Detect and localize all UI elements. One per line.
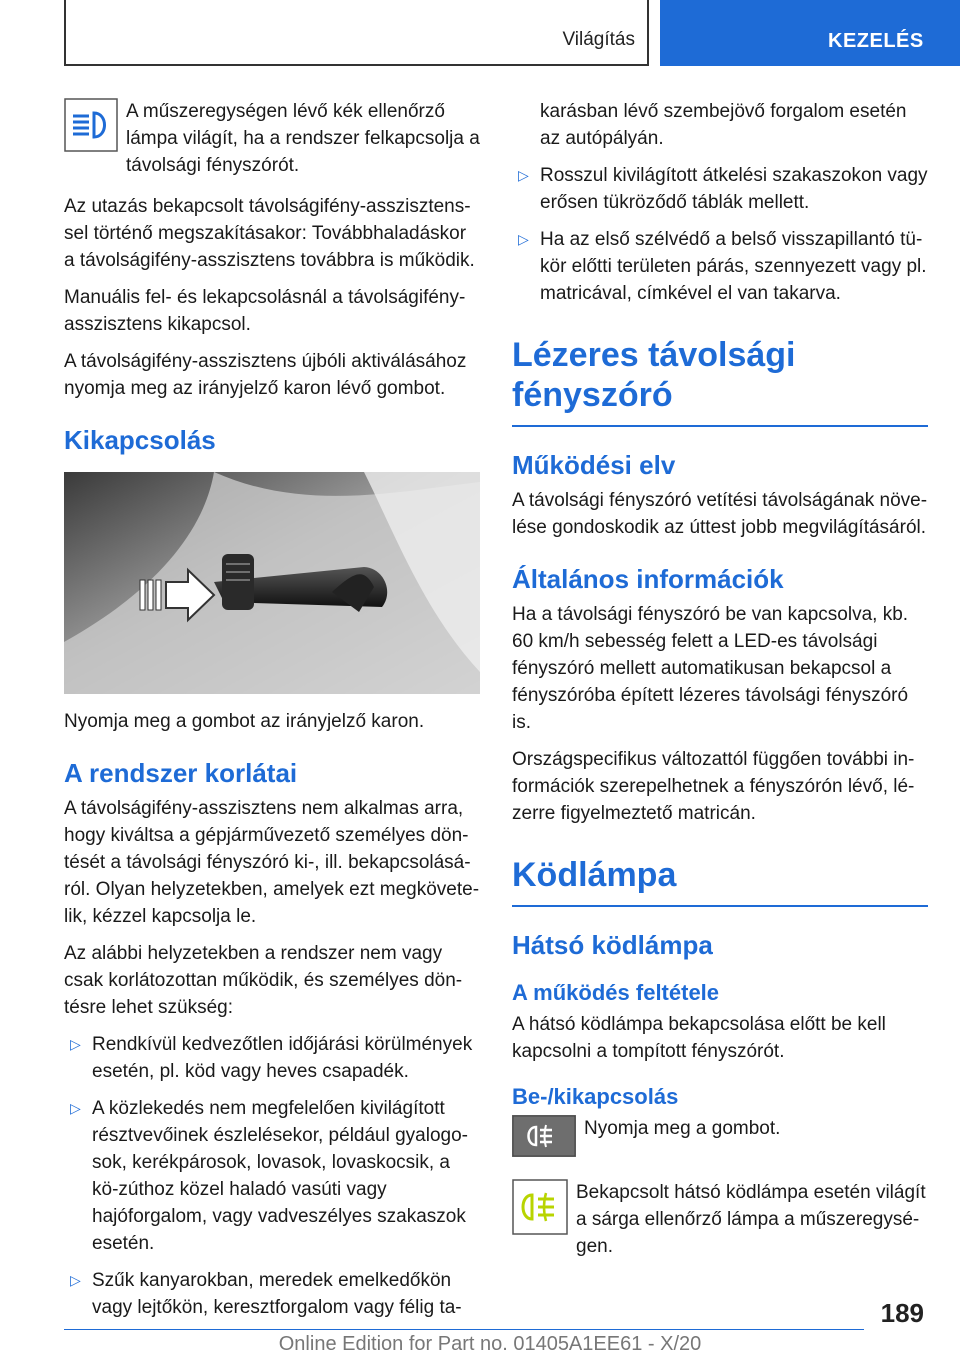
paragraph: Manuális fel- és lekapcsolásnál a távolságifény-asszisztens kikapcsol. — [64, 287, 466, 335]
bullet-triangle-icon: ▷ — [70, 1100, 81, 1116]
header-chapter-label: KEZELÉS — [828, 30, 924, 52]
rear-fog-indicator-icon — [512, 1179, 568, 1243]
high-beam-indicator-row — [64, 98, 480, 179]
list-item: ▷ Szűk kanyarokban, meredek emelkedőkön vagy lejtőkön, keresztforgalom vagy félig ta- — [64, 1267, 480, 1321]
paragraph: Országspecifikus változattól függően további in-formációk szerepelhetnek a fényszórón lévő, lé-zerre figyelmeztető matricán. — [512, 749, 915, 824]
left-column — [64, 98, 480, 1331]
page-number: 189 — [880, 1298, 924, 1328]
fog-button-row — [512, 1115, 928, 1165]
list-item: ▷ Rendkívül kedvezőtlen időjárási körülmények esetén, pl. köd vagy heves csapadék. — [64, 1031, 480, 1085]
list-item: ▷ Rosszul kivilágított átkelési szakaszokon vagy erősen tükröződő táblák mellett. — [512, 162, 928, 216]
fog-indicator-text: Bekapcsolt hátsó ködlámpa esetén világít a sárga ellenőrző lámpa a műszeregysé-gen. — [576, 1182, 926, 1257]
heading-altalanos-informaciok: Általános információk — [512, 564, 784, 594]
bullet-triangle-icon: ▷ — [518, 167, 529, 183]
high-beam-icon — [64, 98, 118, 160]
paragraph: A távolságifény-asszisztens nem alkalmas arra, hogy kiváltsa a gépjárművezető személyes dön-tését a távolsági fényszóró ki-, ill. bekapcsolásá-ról. Olyan helyzetekben, amelyek ezt megkövete-lik, kézzel kapcsolja le. — [64, 798, 480, 927]
paragraph: A távolsági fényszóró vetítési távolságának növe-lése gondoskodik az úttest jobb megvilágításáról. — [512, 490, 928, 538]
header-chapter-tab — [660, 0, 960, 66]
paragraph: A hátsó ködlámpa bekapcsolása előtt be kell kapcsolni a tompított fényszórót. — [512, 1014, 886, 1062]
heading-lezeres-tavolsagi-fenyszoro: Lézeres távolsági fényszóró — [512, 335, 928, 427]
bullet-triangle-icon: ▷ — [518, 231, 529, 247]
footer-edition: Online Edition for Part no. 01405A1EE61 - X/20 — [278, 1333, 702, 1355]
fog-indicator-row — [512, 1179, 928, 1260]
heading-kikapcsolas: Kikapcsolás — [64, 425, 216, 455]
paragraph: Az alábbi helyzetekben a rendszer nem vagy csak korlátozottan működik, és személyes dön-tésre lehet szükség: — [64, 943, 463, 1018]
heading-mukodesi-elv: Működési elv — [512, 450, 676, 480]
paragraph: Az utazás bekapcsolt távolságifény-asszisztens-sel történő megszakításakor: Továbbhaladáskor a távolságifény-asszisztens továbbra is működik. — [64, 196, 475, 271]
high-beam-indicator-text: A műszeregységen lévő kék ellenőrző lámpa világít, ha a rendszer felkapcsolja a távolsági fényszórót. — [126, 101, 480, 176]
heading-mukodes-feltetele: A működés feltétele — [512, 980, 720, 1005]
bullet-triangle-icon: ▷ — [70, 1036, 81, 1052]
heading-kodlampa: Ködlámpa — [512, 855, 928, 907]
header-section-title: Világítás — [562, 29, 635, 50]
paragraph: A távolságifény-asszisztens újbóli aktiválásához nyomja meg az irányjelző karon lévő gombot. — [64, 351, 467, 399]
bullet-triangle-icon: ▷ — [70, 1272, 81, 1288]
rear-fog-button-icon — [512, 1115, 576, 1165]
list-item-continuation: karásban lévő szembejövő forgalom esetén az autópályán. — [540, 101, 907, 149]
list-item: ▷ A közlekedés nem megfelelően kivilágított résztvevőinek észlelésekor, például gyalogo-sok, kerékpárosok, lovasok, lovaskocsik, a kö-zúthoz közel haladó vasúti vagy hajóforgalom, vagy vadveszélyes szakaszok esetén. — [64, 1095, 480, 1257]
header-section-box — [64, 0, 649, 66]
limitation-list-continued — [512, 162, 928, 307]
footer-divider — [64, 1329, 864, 1330]
right-column — [512, 98, 928, 1274]
paragraph: Ha a távolsági fényszóró be van kapcsolva, kb. 60 km/h sebesség felett a LED-es távolsági fényszóró mellett automatikusan bekapcsol a fényszóróba épített lézeres távolsági fényszóró is. — [512, 604, 909, 733]
limitation-list — [64, 1031, 480, 1321]
photo-caption: Nyomja meg a gombot az irányjelző karon. — [64, 711, 425, 732]
heading-rendszer-korlatai: A rendszer korlátai — [64, 758, 298, 788]
heading-be-kikapcsolas: Be-/kikapcsolás — [512, 1084, 679, 1109]
heading-hatso-kodlampa: Hátsó ködlámpa — [512, 930, 713, 960]
list-item: ▷ Ha az első szélvédő a belső visszapillantó tü-kör előtti területen párás, szennyezett vagy pl. matricával, címkével el van takarva. — [512, 226, 928, 307]
page-header — [64, 0, 960, 66]
turn-signal-lever-photo — [64, 472, 480, 694]
fog-button-text: Nyomja meg a gombot. — [584, 1118, 781, 1139]
